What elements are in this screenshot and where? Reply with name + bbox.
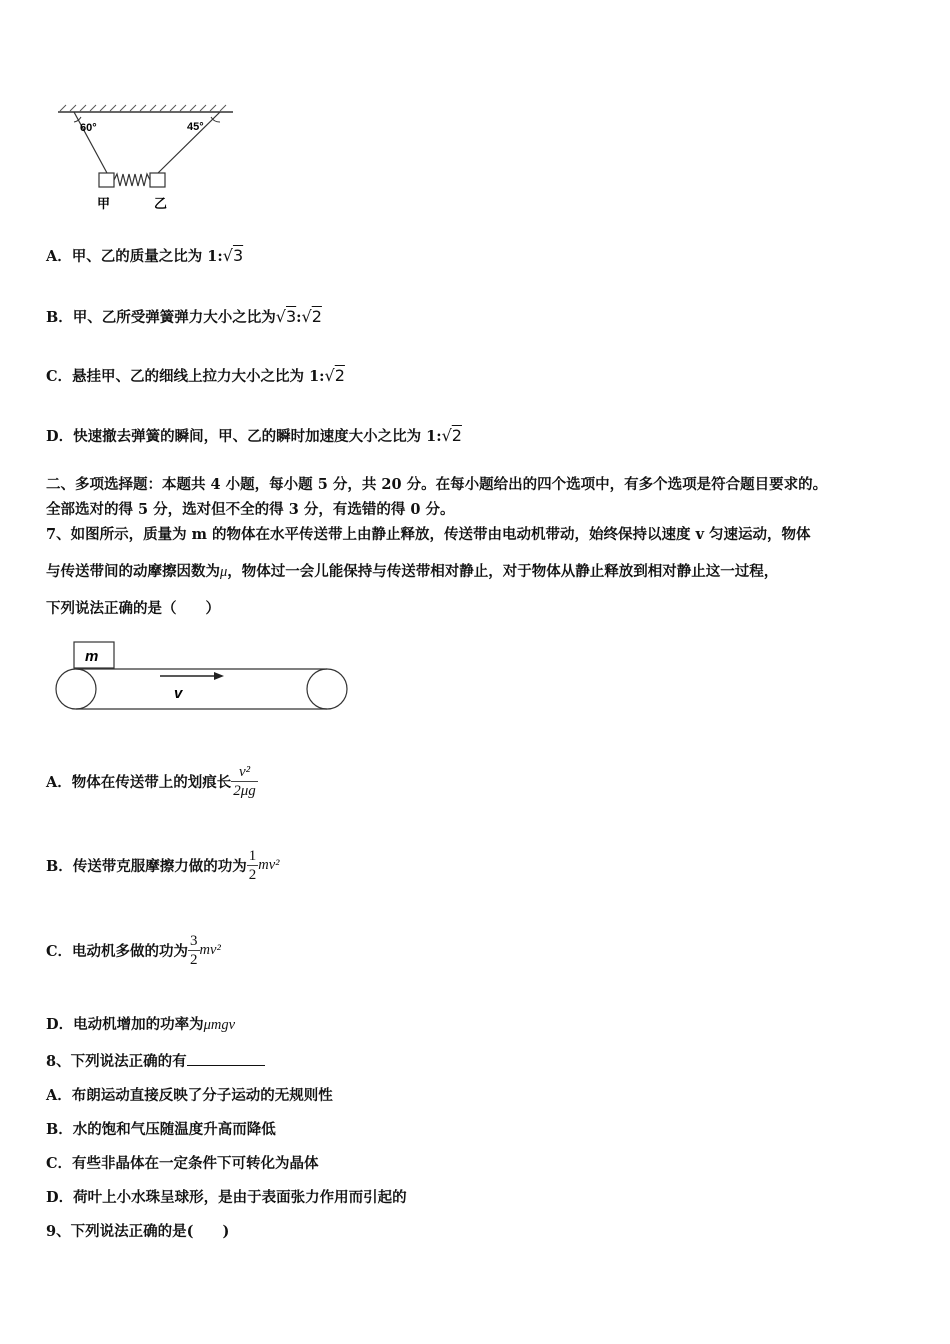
label-left: 甲 <box>97 196 111 211</box>
hanging-masses-figure <box>50 100 250 215</box>
sqrt-expression: √3 <box>222 246 244 265</box>
q7-stem-line2: 与传送带间的动摩擦因数为μ，物体过一会儿能保持与传送带相对静止，对于物体从静止释放到相对静止这一过程， <box>46 563 779 580</box>
q7-option-d: D．电动机增加的功率为μmgv <box>46 1016 236 1033</box>
velocity-arrowhead <box>214 672 224 680</box>
q8-option-a: A．布朗运动直接反映了分子运动的无规则性 <box>46 1087 333 1104</box>
sqrt-expression: √2 <box>441 426 462 445</box>
mu-symbol: μ <box>220 564 228 580</box>
q8-option-c: C．有些非晶体在一定条件下可转化为晶体 <box>46 1155 319 1172</box>
spring <box>114 174 150 186</box>
q6-option-b: B．甲、乙所受弹簧弹力大小之比为√3:√2 <box>46 307 322 326</box>
angle-right-label: 45° <box>187 121 204 133</box>
block-m-label: m <box>85 648 99 665</box>
fraction: $\frac{1}{2}$ <box>248 848 257 883</box>
q8-stem: 8、下列说法正确的有 <box>46 1050 265 1071</box>
q8-option-b: B．水的饱和气压随温度升高而降低 <box>46 1121 276 1138</box>
q7-stem-line1: 7、如图所示，质量为 m 的物体在水平传送带上由静止释放，传送带由电动机带动，始终保持以速度 v 匀速运动，物体 <box>46 526 811 543</box>
section-header-line2: 全部选对的得 5 分，选对但不全的得 3 分，有选错的得 0 分。 <box>46 501 455 518</box>
fraction: $\frac{3}{2}$ <box>190 933 198 968</box>
q9-stem: 9、下列说法正确的是( ) <box>46 1223 230 1240</box>
fraction: $\frac{\text{v²}}{2\mu g}$ <box>233 764 256 799</box>
q7-option-b: B．传送带克服摩擦力做的功为 $\frac{1}{2}$ mv² <box>46 848 280 883</box>
angle-left-label: 60° <box>80 122 97 134</box>
label-right: 乙 <box>154 196 168 211</box>
q6-option-d: D．快速撤去弹簧的瞬间，甲、乙的瞬时加速度大小之比为 1:√2 <box>46 426 462 445</box>
q7-option-c: C．电动机多做的功为 $\frac{3}{2}$ mv² <box>46 933 221 968</box>
q6-option-c: C．悬挂甲、乙的细线上拉力大小之比为 1:√2 <box>46 366 345 385</box>
answer-blank <box>187 1051 265 1066</box>
right-roller <box>307 669 347 709</box>
q7-stem-line3: 下列说法正确的是（ ） <box>46 600 220 617</box>
section-header-line1: 二、多项选择题：本题共 4 小题，每小题 5 分，共 20 分。在每小题给出的四个选项中，有多个选项是符合题目要求的。 <box>46 476 828 493</box>
sqrt-expression: √3 <box>275 307 297 326</box>
mass-right <box>150 173 165 187</box>
q7-option-a: A．物体在传送带上的划痕长 $\frac{\text{v²}}{2\mu g}$ <box>46 764 256 799</box>
sqrt-expression: √2 <box>324 366 345 385</box>
left-roller <box>56 669 96 709</box>
conveyor-belt-figure <box>52 636 352 716</box>
sqrt-expression: √2 <box>301 307 322 326</box>
velocity-label: v <box>174 685 183 702</box>
q6-option-a: A．甲、乙的质量之比为 1:√3 <box>46 246 244 265</box>
mass-left <box>99 173 114 187</box>
q8-option-d: D．荷叶上小水珠呈球形，是由于表面张力作用而引起的 <box>46 1189 407 1206</box>
